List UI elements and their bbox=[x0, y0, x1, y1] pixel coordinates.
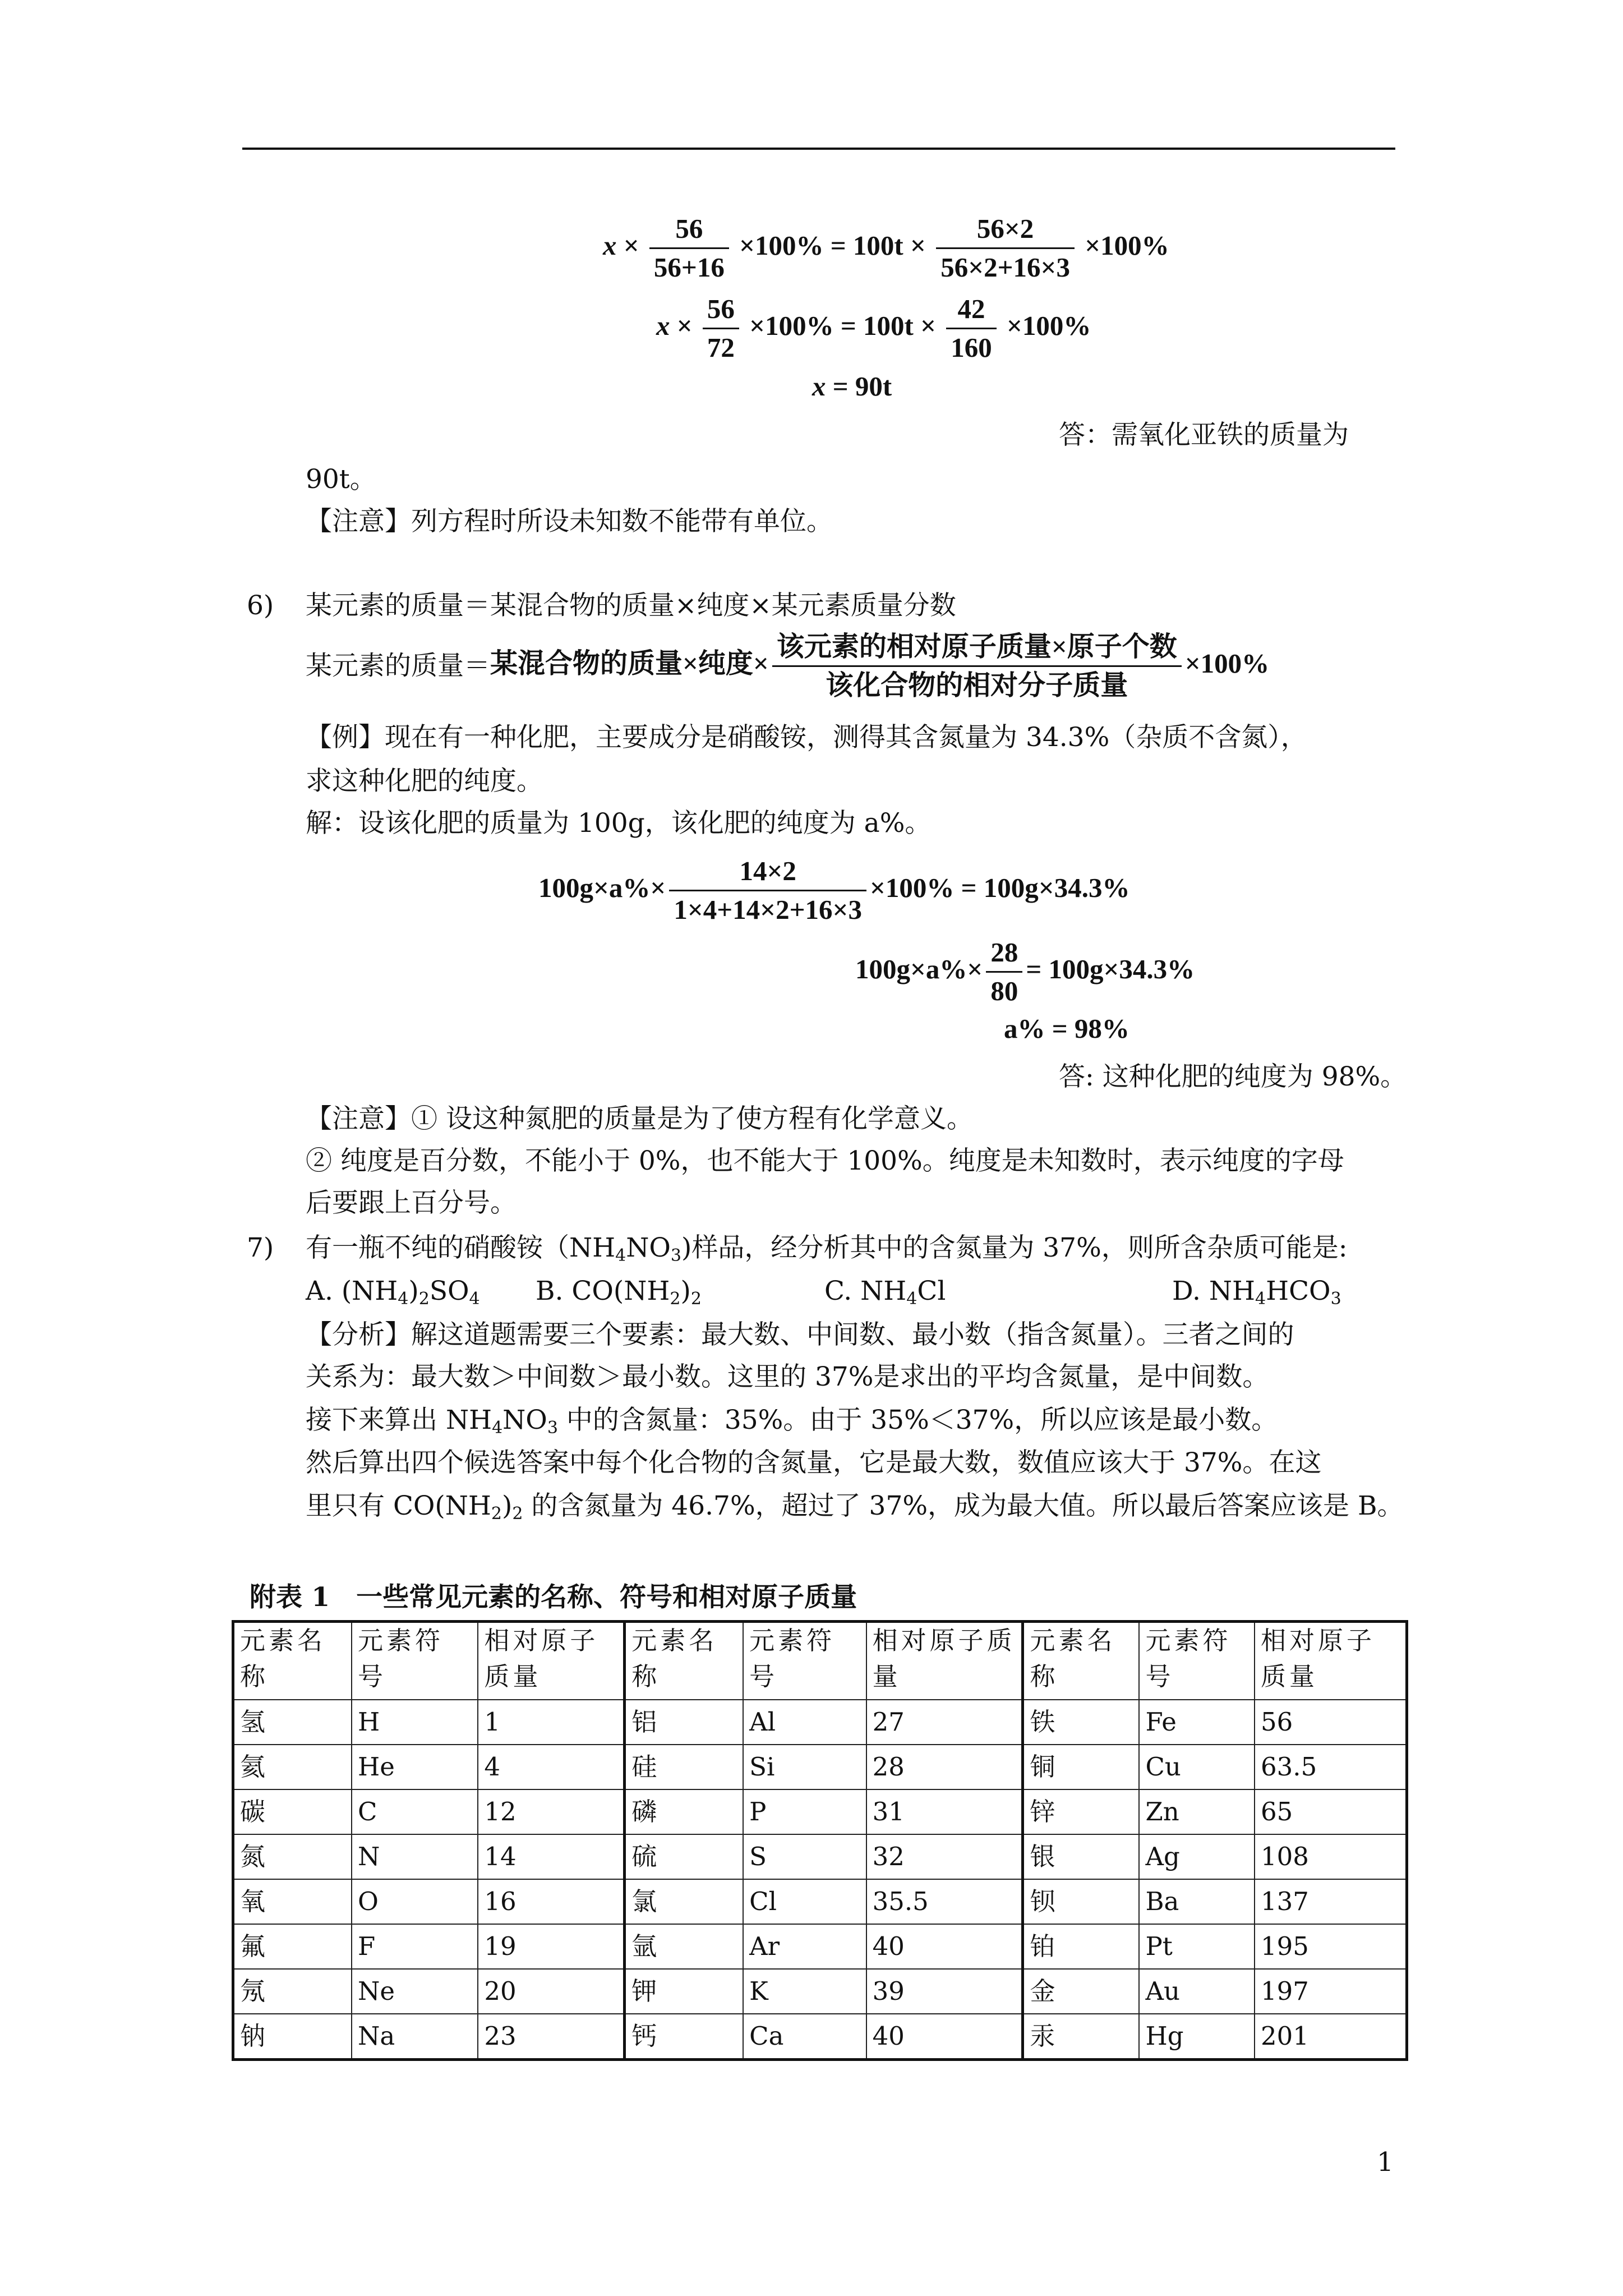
table-cell: 108 bbox=[1255, 1834, 1407, 1879]
table-cell: S bbox=[743, 1834, 866, 1879]
header-cell: 元素符号 bbox=[352, 1622, 478, 1700]
table-cell: 23 bbox=[478, 2014, 624, 2060]
table-cell: 氩 bbox=[625, 1924, 743, 1969]
equation-line-2: x × $\frac{56}{72}$ ×100% = 100t × $\frac{42}{160}$ ×100% bbox=[656, 291, 1091, 366]
example-line-2: 求这种化肥的纯度。 bbox=[306, 766, 543, 797]
example-line-1: 【例】现在有一种化肥，主要成分是硝酸铵，测得其含氮量为 34.3%（杂质不含氮）， bbox=[306, 722, 1307, 753]
table-cell: Fe bbox=[1139, 1700, 1255, 1745]
table-cell: Au bbox=[1139, 1969, 1255, 2014]
solution-line: 解：设该化肥的质量为 100g，该化肥的纯度为 a%。 bbox=[306, 808, 932, 839]
table-cell: Pt bbox=[1139, 1924, 1255, 1969]
table-cell: 钠 bbox=[233, 2014, 352, 2060]
note-2-line-3: 后要跟上百分号。 bbox=[306, 1188, 517, 1218]
table-cell: H bbox=[352, 1700, 478, 1745]
item-6-formula: 某元素的质量＝某混合物的质量×纯度×某元素质量分数 bbox=[306, 590, 956, 621]
table-cell: 铜 bbox=[1023, 1745, 1139, 1789]
table-cell: C bbox=[352, 1789, 478, 1834]
table-cell: 磷 bbox=[625, 1789, 743, 1834]
table-cell: 1 bbox=[478, 1700, 624, 1745]
table-cell: Al bbox=[743, 1700, 866, 1745]
table-cell: 195 bbox=[1255, 1924, 1407, 1969]
table-cell: 20 bbox=[478, 1969, 624, 2014]
table-cell: 铝 bbox=[625, 1700, 743, 1745]
table-cell: 硅 bbox=[625, 1745, 743, 1789]
table-cell: 27 bbox=[866, 1700, 1023, 1745]
option-b: B. $CO(NH_2)_2$ bbox=[536, 1276, 702, 1309]
table-cell: P bbox=[743, 1789, 866, 1834]
table-cell: 钡 bbox=[1023, 1879, 1139, 1924]
equation-a: 100g×a%× $\frac{14\times 2}{1\times 4+14\times 2+16\times 3}$ ×100% = 100g×34.3% bbox=[538, 853, 1129, 928]
table-cell: 钾 bbox=[625, 1969, 743, 2014]
table-cell: 银 bbox=[1023, 1834, 1139, 1879]
header-cell: 元素名称 bbox=[233, 1622, 352, 1700]
table-header-row bbox=[233, 1622, 1407, 1700]
table-cell: 65 bbox=[1255, 1789, 1407, 1834]
table-row bbox=[233, 1700, 1407, 1745]
table-cell: 汞 bbox=[1023, 2014, 1139, 2060]
table-cell: 金 bbox=[1023, 1969, 1139, 2014]
table-cell: 氖 bbox=[233, 1969, 352, 2014]
table-row bbox=[233, 2014, 1407, 2060]
analysis-line-1: 【分析】解这道题需要三个要素：最大数、中间数、最小数（指含氮量）。三者之间的 bbox=[306, 1319, 1294, 1350]
table-cell: 19 bbox=[478, 1924, 624, 1969]
elements-table bbox=[232, 1620, 1408, 2061]
table-cell: 氯 bbox=[625, 1879, 743, 1924]
table-cell: 铁 bbox=[1023, 1700, 1139, 1745]
analysis-line-3: 接下来算出 $NH_4NO_3$ 中的含氮量：35%。由于 35%＜37%，所以应该是最小数。 bbox=[306, 1405, 1278, 1438]
table-cell: K bbox=[743, 1969, 866, 2014]
table-cell: 氧 bbox=[233, 1879, 352, 1924]
table-cell: 39 bbox=[866, 1969, 1023, 2014]
table-cell: 12 bbox=[478, 1789, 624, 1834]
table-cell: 铂 bbox=[1023, 1924, 1139, 1969]
table-cell: Na bbox=[352, 2014, 478, 2060]
table-cell: 32 bbox=[866, 1834, 1023, 1879]
table-cell: N bbox=[352, 1834, 478, 1879]
table-cell: Cu bbox=[1139, 1745, 1255, 1789]
table-cell: 40 bbox=[866, 1924, 1023, 1969]
analysis-line-4: 然后算出四个候选答案中每个化合物的含氮量，它是最大数，数值应该大于 37%。在这 bbox=[306, 1447, 1322, 1478]
table-cell: 锌 bbox=[1023, 1789, 1139, 1834]
table-cell: 31 bbox=[866, 1789, 1023, 1834]
answer-1-cont: 90t。 bbox=[306, 464, 376, 495]
table-cell: 硫 bbox=[625, 1834, 743, 1879]
table-cell: 40 bbox=[866, 2014, 1023, 2060]
answer-2: 答: 这种化肥的纯度为 98%。 bbox=[1059, 1061, 1407, 1092]
table-cell: 氢 bbox=[233, 1700, 352, 1745]
table-cell: 氦 bbox=[233, 1745, 352, 1789]
analysis-line-2: 关系为：最大数＞中间数＞最小数。这里的 37%是求出的平均含氮量，是中间数。 bbox=[306, 1361, 1269, 1392]
table-cell: O bbox=[352, 1879, 478, 1924]
header-cell: 元素名称 bbox=[625, 1622, 743, 1700]
table-cell: 14 bbox=[478, 1834, 624, 1879]
table-cell: 63.5 bbox=[1255, 1745, 1407, 1789]
table-cell: He bbox=[352, 1745, 478, 1789]
item-6-formula-2: 某元素的质量＝某混合物的质量×纯度× $\frac{\text{该元素的相对原子质量×原子个数}}{\text{该化合物的相对分子质量}}$ ×100% bbox=[306, 628, 1269, 704]
table-cell: Ne bbox=[352, 1969, 478, 2014]
table-cell: Hg bbox=[1139, 2014, 1255, 2060]
table-cell: 201 bbox=[1255, 2014, 1407, 2060]
table-cell: 35.5 bbox=[866, 1879, 1023, 1924]
table-cell: 碳 bbox=[233, 1789, 352, 1834]
option-c: C. $NH_4Cl$ bbox=[824, 1276, 946, 1309]
table-cell: Zn bbox=[1139, 1789, 1255, 1834]
table-cell: Ba bbox=[1139, 1879, 1255, 1924]
note-2-line-1: 【注意】① 设这种氮肥的质量是为了使方程有化学意义。 bbox=[306, 1103, 973, 1134]
note-1: 【注意】列方程时所设未知数不能带有单位。 bbox=[306, 506, 833, 537]
table-row bbox=[233, 1969, 1407, 2014]
item-7-number: 7) bbox=[247, 1232, 274, 1263]
equation-b: 100g×a%× $\frac{28}{80}$ = 100g×34.3% bbox=[855, 934, 1195, 1010]
table-row bbox=[233, 1745, 1407, 1789]
table-cell: 28 bbox=[866, 1745, 1023, 1789]
header-cell: 相对原子质量 bbox=[866, 1622, 1023, 1700]
table-title: 附表 1 一些常见元素的名称、符号和相对原子质量 bbox=[250, 1582, 857, 1613]
table-cell: Ar bbox=[743, 1924, 866, 1969]
table-cell: Ag bbox=[1139, 1834, 1255, 1879]
table-cell: 4 bbox=[478, 1745, 624, 1789]
table-cell: 16 bbox=[478, 1879, 624, 1924]
header-rule bbox=[242, 148, 1395, 150]
equation-line-1: x × $\frac{56}{56+16}$ ×100% = 100t × $\frac{56\times 2}{56\times 2+16\times 3}$ ×100% bbox=[603, 210, 1169, 286]
table-cell: 氟 bbox=[233, 1924, 352, 1969]
table-cell: Si bbox=[743, 1745, 866, 1789]
header-cell: 元素符号 bbox=[1139, 1622, 1255, 1700]
table-row bbox=[233, 1879, 1407, 1924]
header-cell: 相对原子质量 bbox=[1255, 1622, 1407, 1700]
option-a: A. $(NH_4)_2SO_4$ bbox=[306, 1276, 480, 1309]
table-cell: Ca bbox=[743, 2014, 866, 2060]
table-cell: 137 bbox=[1255, 1879, 1407, 1924]
table-cell: 氮 bbox=[233, 1834, 352, 1879]
equation-c: a% = 98% bbox=[1004, 1013, 1129, 1044]
equation-line-3: x = 90t bbox=[812, 371, 892, 402]
table-cell: Cl bbox=[743, 1879, 866, 1924]
table-row bbox=[233, 1789, 1407, 1834]
table-row bbox=[233, 1834, 1407, 1879]
table-cell: 197 bbox=[1255, 1969, 1407, 2014]
table-cell: 56 bbox=[1255, 1700, 1407, 1745]
analysis-line-5: 里只有 $CO(NH_2)_2$ 的含氮量为 46.7%，超过了 37%，成为最大值。所以最后答案应该是 B。 bbox=[306, 1490, 1404, 1524]
answer-1: 答：需氧化亚铁的质量为 bbox=[1059, 420, 1349, 450]
header-cell: 相对原子质量 bbox=[478, 1622, 624, 1700]
option-d: D. $NH_4HCO_3$ bbox=[1172, 1276, 1341, 1309]
item-6-number: 6) bbox=[247, 590, 274, 621]
table-row bbox=[233, 1924, 1407, 1969]
header-cell: 元素符号 bbox=[743, 1622, 866, 1700]
page-number: 1 bbox=[1377, 2147, 1394, 2178]
header-cell: 元素名称 bbox=[1023, 1622, 1139, 1700]
table-cell: F bbox=[352, 1924, 478, 1969]
item-7-question: 有一瓶不纯的硝酸铵$(NH_4NO_3)$样品，经分析其中的含氮量为 37%，则所含杂质可能是: bbox=[306, 1232, 1348, 1266]
table-cell: 钙 bbox=[625, 2014, 743, 2060]
note-2-line-2: ② 纯度是百分数，不能小于 0%，也不能大于 100%。纯度是未知数时，表示纯度的字母 bbox=[306, 1145, 1344, 1176]
